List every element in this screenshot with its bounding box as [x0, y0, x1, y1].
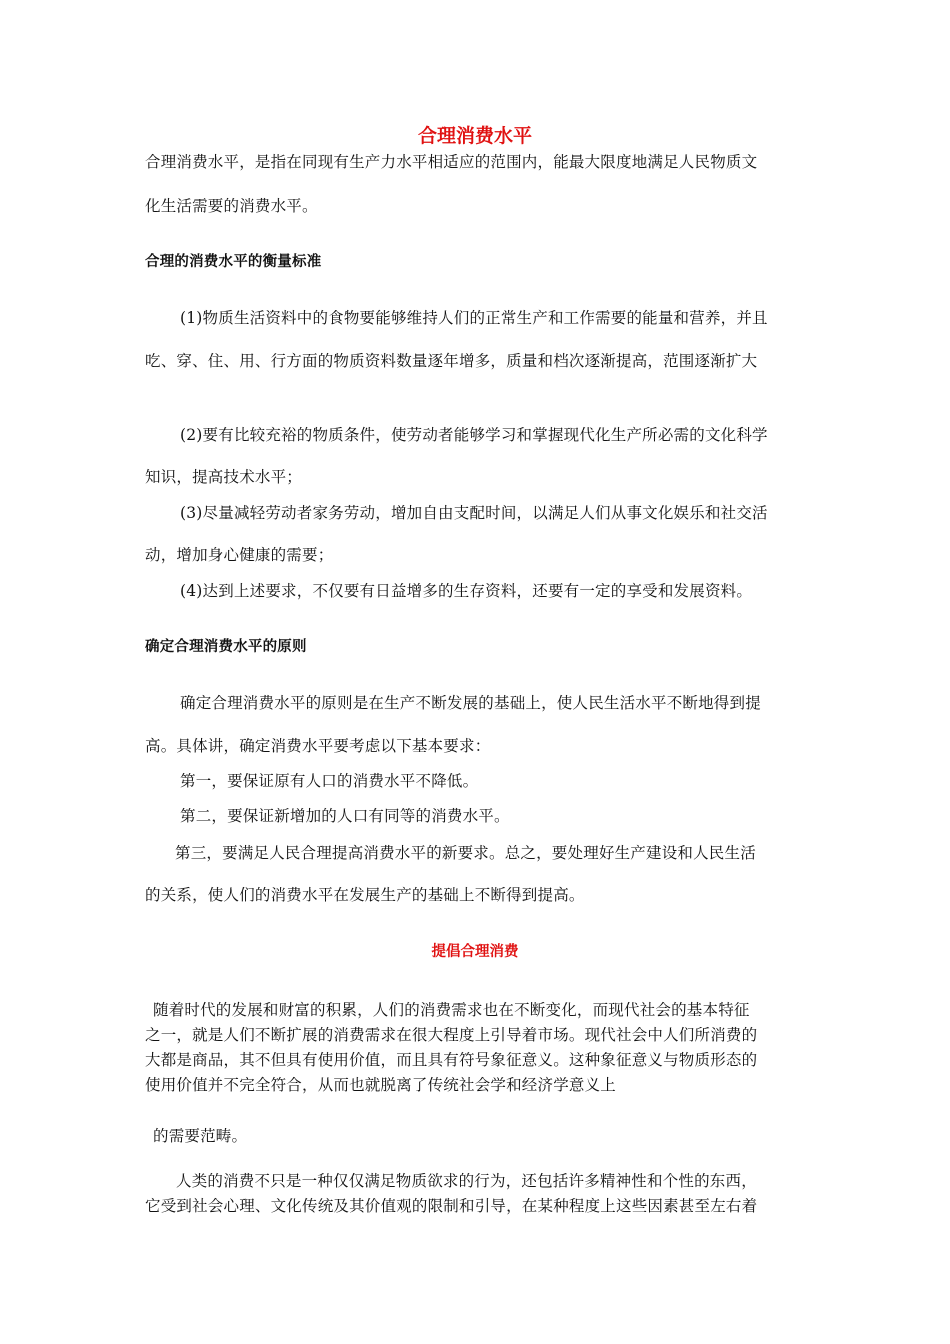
paragraph-line: 使用价值并不完全符合，从而也就脱离了传统社会学和经济学意义上	[145, 1076, 617, 1094]
intro-line-1: 合理消费水平，是指在同现有生产力水平相适应的范围内，能最大限度地满足人民物质文	[145, 153, 758, 171]
intro-line-2: 化生活需要的消费水平。	[145, 197, 318, 215]
section-heading-standards: 合理的消费水平的衡量标准	[145, 254, 322, 270]
paragraph-line: 确定合理消费水平的原则是在生产不断发展的基础上，使人民生活水平不断地得到提	[180, 694, 761, 712]
section-heading-advocate: 提倡合理消费	[431, 944, 519, 960]
paragraph-line: (4)达到上述要求，不仅要有日益增多的生存资料，还要有一定的享受和发展资料。	[180, 582, 753, 600]
paragraph-line: 人类的消费不只是一种仅仅满足物质欲求的行为，还包括许多精神性和个性的东西，	[176, 1172, 757, 1190]
paragraph-line: (3)尽量减轻劳动者家务劳动，增加自由支配时间，以满足人们从事文化娱乐和社交活	[180, 504, 768, 522]
paragraph-line: 的关系，使人们的消费水平在发展生产的基础上不断得到提高。	[145, 886, 585, 904]
paragraph-line: (2)要有比较充裕的物质条件，使劳动者能够学习和掌握现代化生产所必需的文化科学	[180, 426, 768, 444]
paragraph-line: 第一，要保证原有人口的消费水平不降低。	[180, 772, 479, 790]
paragraph-line: 随着时代的发展和财富的积累，人们的消费需求也在不断变化，而现代社会的基本特征	[153, 1001, 750, 1019]
paragraph-line: 大都是商品，其不但具有使用价值，而且具有符号象征意义。这种象征意义与物质形态的	[145, 1051, 758, 1069]
page-title: 合理消费水平	[417, 125, 532, 147]
paragraph-line: 的需要范畴。	[153, 1127, 248, 1145]
paragraph-line: 动，增加身心健康的需要；	[145, 546, 334, 564]
paragraph-line: 之一，就是人们不断扩展的消费需求在很大程度上引导着市场。现代社会中人们所消费的	[145, 1026, 758, 1044]
paragraph-line: 第二，要保证新增加的人口有同等的消费水平。	[180, 807, 510, 825]
section-heading-principles: 确定合理消费水平的原则	[145, 639, 307, 655]
paragraph-line: 高。具体讲，确定消费水平要考虑以下基本要求：	[145, 737, 491, 755]
paragraph-line: 它受到社会心理、文化传统及其价值观的限制和引导，在某种程度上这些因素甚至左右着	[145, 1197, 758, 1215]
paragraph-line: 第三，要满足人民合理提高消费水平的新要求。总之，要处理好生产建设和人民生活	[175, 844, 756, 862]
paragraph-line: (1)物质生活资料中的食物要能够维持人们的正常生产和工作需要的能量和营养，并且	[180, 309, 768, 327]
paragraph-line: 知识，提高技术水平；	[145, 468, 303, 486]
paragraph-line: 吃、穿、住、用、行方面的物质资料数量逐年增多，质量和档次逐渐提高，范围逐渐扩大	[145, 352, 758, 370]
